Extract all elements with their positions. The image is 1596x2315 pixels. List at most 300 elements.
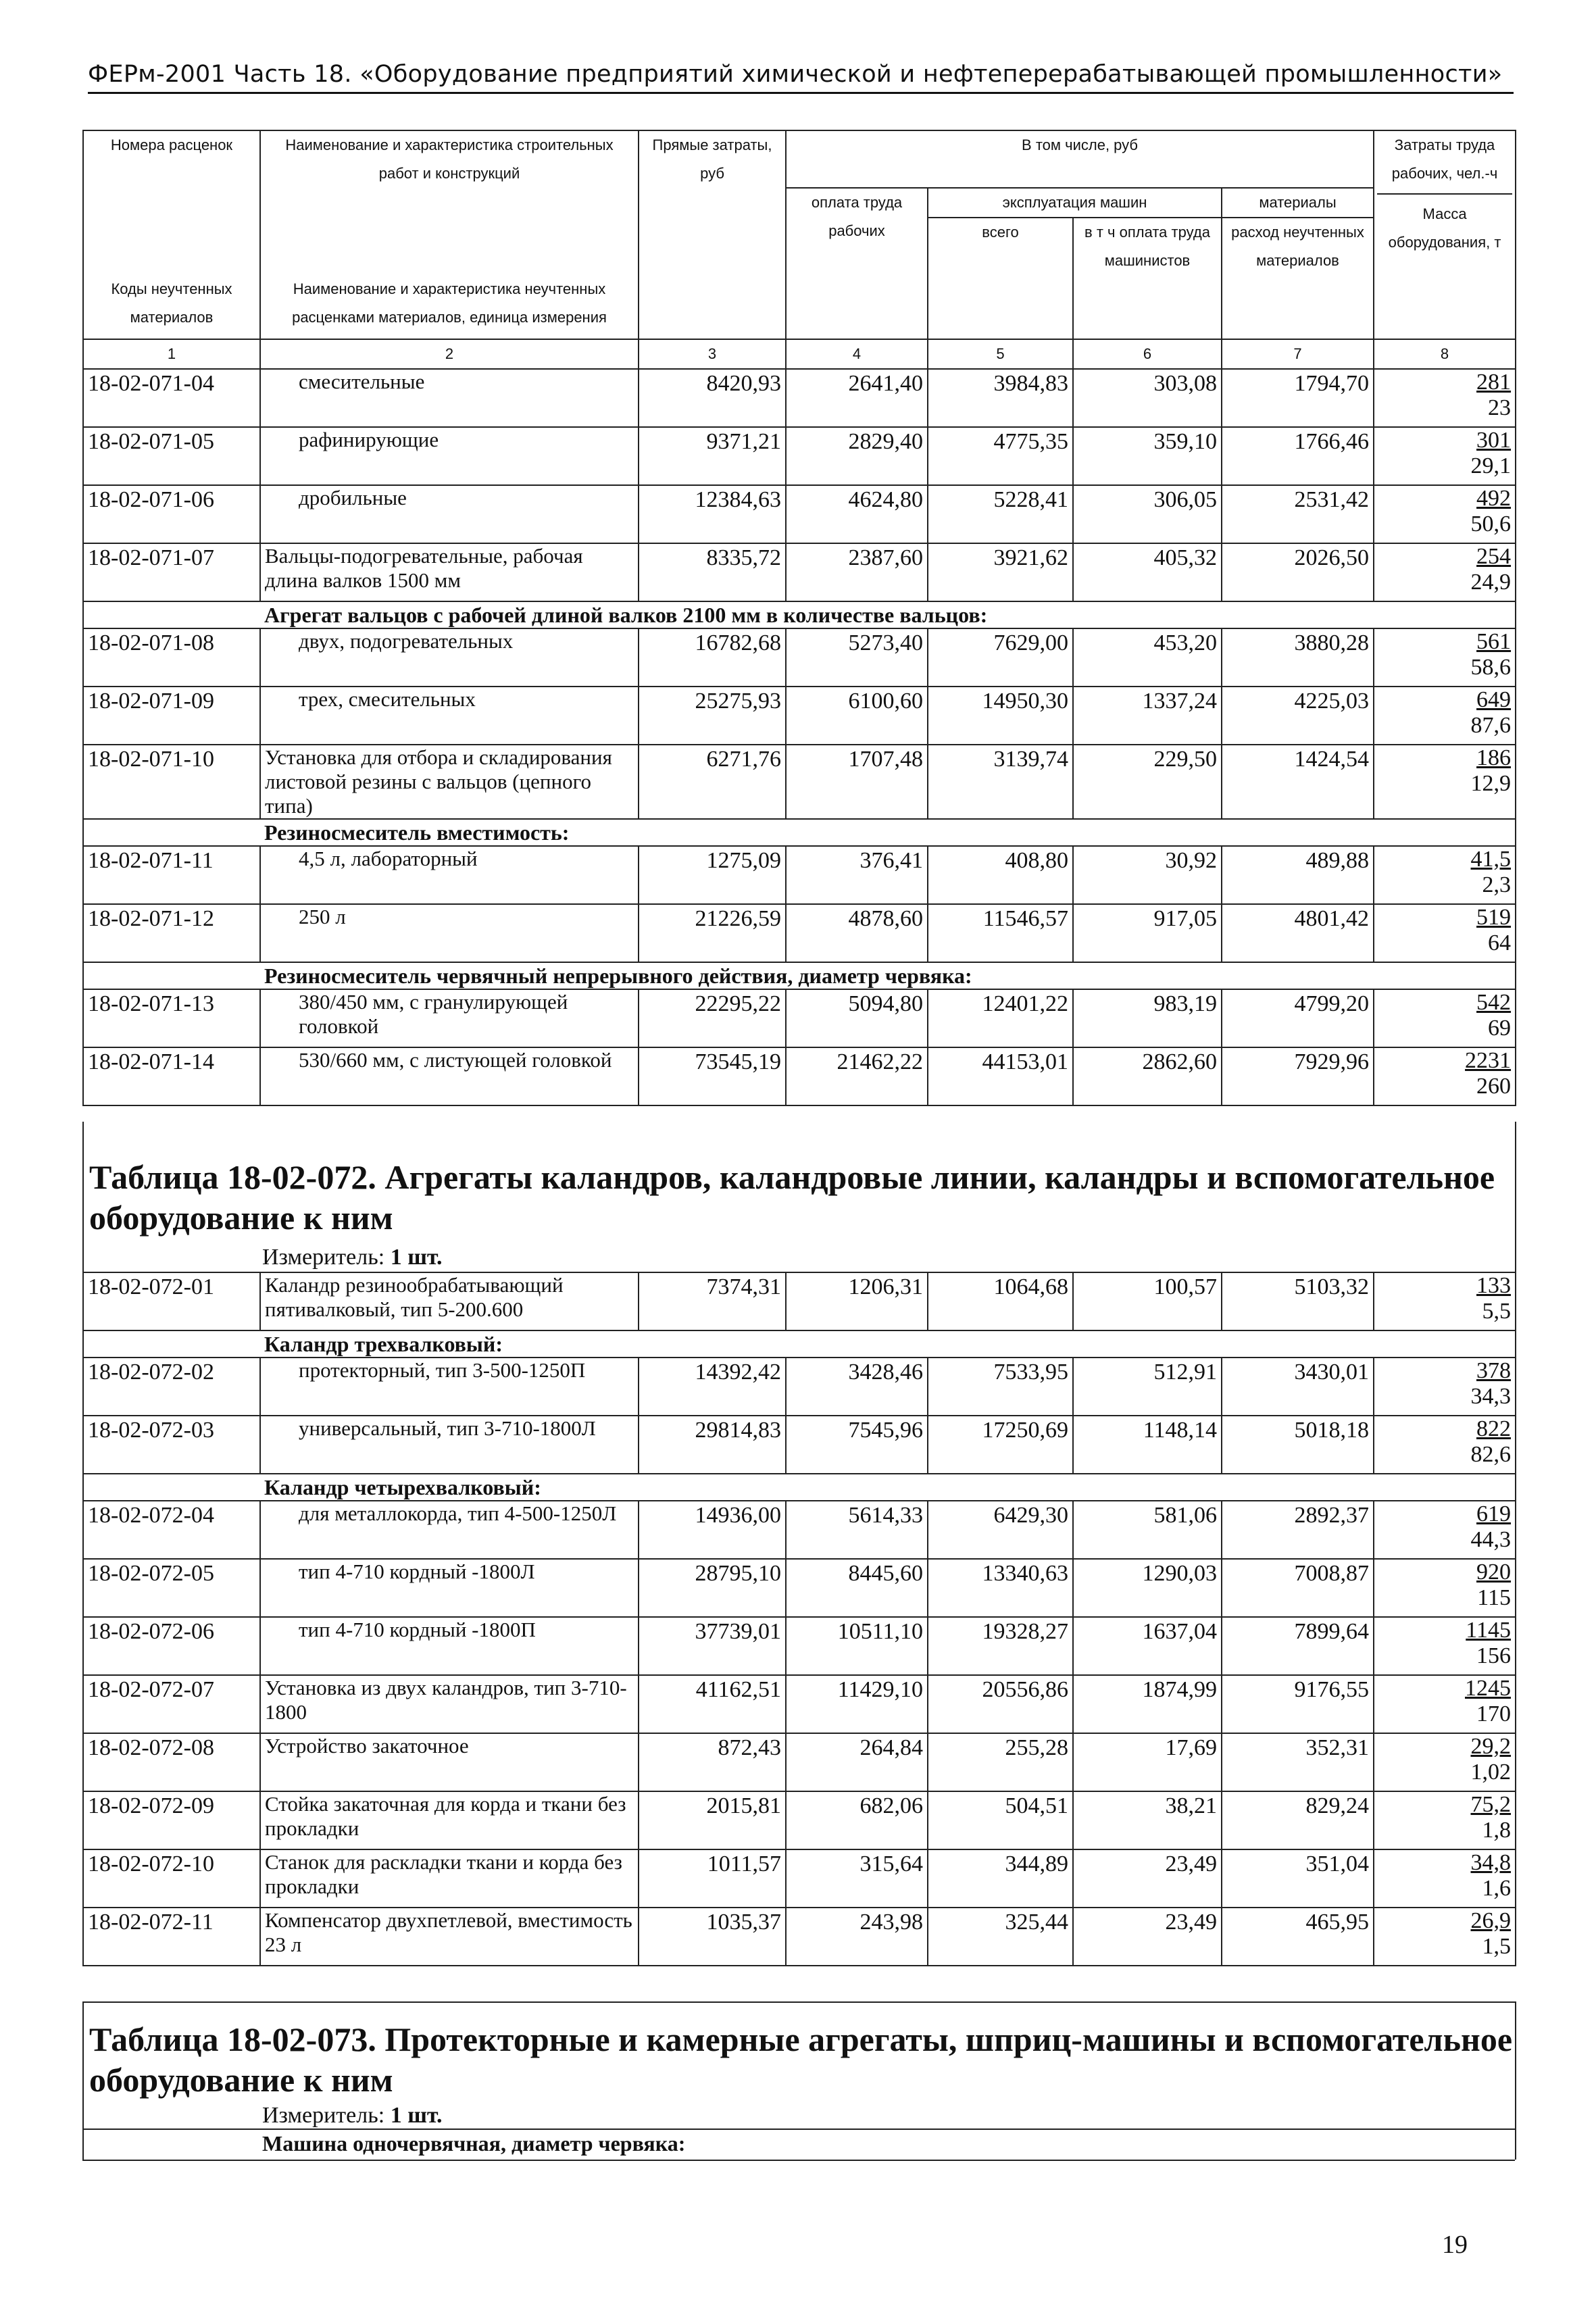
labor-value: 133: [1476, 1273, 1511, 1298]
subheading-row: [83, 819, 1516, 846]
direct-costs-cell: 872,43: [639, 1733, 786, 1791]
subheading: Резиносмеситель червячный непрерывного действия, диаметр червяка:: [260, 962, 1516, 989]
rate-code-cell: 18-02-072-01: [83, 1272, 260, 1330]
col-num: 2: [260, 339, 639, 369]
table-row: [83, 628, 1516, 687]
subheading: Каландр трехвалковый:: [260, 1330, 1516, 1358]
rate-code-cell: 18-02-072-07: [83, 1675, 260, 1733]
operators-pay-cell: 100,57: [1073, 1272, 1222, 1330]
operators-pay-cell: 1148,14: [1073, 1416, 1222, 1474]
col-direct-costs-header: Прямые затраты, руб: [639, 130, 786, 339]
header-blank-b: [260, 188, 639, 339]
col-including-header: В том числе, руб: [786, 130, 1374, 188]
col-num: 6: [1073, 339, 1222, 369]
table-row: [83, 1416, 1516, 1474]
operators-pay-cell: 581,06: [1073, 1501, 1222, 1559]
work-name-cell: трех, смесительных: [260, 687, 639, 745]
labor-value: 378: [1476, 1358, 1511, 1383]
table-row: [83, 1617, 1516, 1675]
rate-code-cell: 18-02-071-05: [83, 427, 260, 485]
worker-pay-cell: 5273,40: [786, 628, 928, 687]
col-rate-number-header: Номера расценок: [83, 130, 260, 188]
work-name-cell: Каландр резинообрабатывающий пятивалковый, тип 5-200.600: [260, 1272, 639, 1330]
work-name-cell: протекторный, тип 3-500-1250П: [260, 1358, 639, 1416]
work-name-cell: Установка для отбора и складирования листовой резины с вальцов (цепного типа): [260, 745, 639, 819]
subheading-blank: [83, 1330, 260, 1358]
materials-cell: 4801,42: [1222, 904, 1374, 962]
operators-pay-cell: 1290,03: [1073, 1559, 1222, 1617]
labor-value: 301: [1476, 428, 1512, 453]
worker-pay-cell: 3428,46: [786, 1358, 928, 1416]
work-name-cell: Стойка закаточная для корда и ткани без прокладки: [260, 1791, 639, 1849]
materials-cell: 2531,42: [1222, 485, 1374, 543]
materials-cell: 829,24: [1222, 1791, 1374, 1849]
work-name-cell: тип 4-710 кордный -1800П: [260, 1617, 639, 1675]
header-row-1: [83, 130, 1516, 188]
separator-line: [82, 2001, 1515, 2003]
labor-mass-cell: [1374, 1272, 1516, 1330]
labor-mass-cell: [1374, 687, 1516, 745]
direct-costs-cell: 14392,42: [639, 1358, 786, 1416]
mass-value: 1,6: [1482, 1876, 1511, 1901]
col-machines-header: эксплуатация машин: [928, 188, 1222, 218]
machines-total-cell: 20556,86: [928, 1675, 1073, 1733]
work-name-cell: Станок для раскладки ткани и корда без прокладки: [260, 1849, 639, 1908]
labor-mass-cell: [1374, 1559, 1516, 1617]
mass-value: 1,8: [1482, 1818, 1511, 1843]
operators-pay-cell: 303,08: [1073, 369, 1222, 427]
rate-code-cell: 18-02-071-12: [83, 904, 260, 962]
rate-code-cell: 18-02-071-08: [83, 628, 260, 687]
col-num: 1: [83, 339, 260, 369]
rate-code-cell: 18-02-071-09: [83, 687, 260, 745]
subheading: Каландр четырехвалковый:: [260, 1474, 1516, 1501]
mass-value: 82,6: [1470, 1442, 1511, 1467]
worker-pay-cell: 1206,31: [786, 1272, 928, 1330]
frame-line: [1515, 1122, 1516, 1272]
materials-cell: 2026,50: [1222, 543, 1374, 601]
worker-pay-cell: 5614,33: [786, 1501, 928, 1559]
direct-costs-cell: 6271,76: [639, 745, 786, 819]
mass-value: 24,9: [1470, 570, 1512, 595]
work-name-cell: смесительные: [260, 369, 639, 427]
table-row: [83, 687, 1516, 745]
labor-mass-cell: [1374, 989, 1516, 1047]
materials-cell: 352,31: [1222, 1733, 1374, 1791]
mass-value: 69: [1488, 1016, 1512, 1041]
work-name-cell: 380/450 мм, с гранулирующей головкой: [260, 989, 639, 1047]
subheading-row: [83, 601, 1516, 628]
work-name-cell: рафинирующие: [260, 427, 639, 485]
direct-costs-cell: 12384,63: [639, 485, 786, 543]
machines-total-cell: 44153,01: [928, 1047, 1073, 1105]
col-material-names-header: Наименование и характеристика неучтенных расценками материалов, единица измерения: [292, 280, 607, 326]
work-name-cell: 250 л: [260, 904, 639, 962]
work-name-cell: двух, подогревательных: [260, 628, 639, 687]
machines-total-cell: 6429,30: [928, 1501, 1073, 1559]
rates-table-071: [82, 130, 1516, 1106]
labor-value: 920: [1476, 1560, 1511, 1585]
work-name-cell: Вальцы-подогревательные, рабочая длина валков 1500 мм: [260, 543, 639, 601]
col-labor-label: Затраты труда рабочих, чел.-ч: [1377, 131, 1512, 195]
measure-value: 1 шт.: [390, 1245, 443, 1270]
col-num: 7: [1222, 339, 1374, 369]
operators-pay-cell: 359,10: [1073, 427, 1222, 485]
labor-mass-cell: [1374, 628, 1516, 687]
materials-cell: 465,95: [1222, 1908, 1374, 1966]
materials-cell: 351,04: [1222, 1849, 1374, 1908]
direct-costs-cell: 14936,00: [639, 1501, 786, 1559]
labor-mass-cell: [1374, 543, 1516, 601]
labor-value: 186: [1476, 745, 1512, 770]
materials-cell: 7929,96: [1222, 1047, 1374, 1105]
direct-costs-cell: 29814,83: [639, 1416, 786, 1474]
mass-value: 1,5: [1482, 1934, 1511, 1959]
mass-value: 58,6: [1470, 655, 1512, 680]
table-row: [83, 846, 1516, 904]
col-num: 3: [639, 339, 786, 369]
col-worker-pay-header: оплата труда рабочих: [786, 188, 928, 339]
table-body-072: [83, 1272, 1516, 1966]
machines-total-cell: 3921,62: [928, 543, 1073, 601]
mass-value: 170: [1476, 1701, 1511, 1726]
rate-code-cell: 18-02-071-10: [83, 745, 260, 819]
mass-value: 64: [1488, 930, 1512, 955]
worker-pay-cell: 315,64: [786, 1849, 928, 1908]
col-operators-pay-header: в т ч оплата труда машинистов: [1073, 218, 1222, 339]
table-073-title: Таблица 18-02-073. Протекторные и камерные агрегаты, шприц-машины и вспомогательное оборудование к ним: [89, 2020, 1513, 2099]
worker-pay-cell: 376,41: [786, 846, 928, 904]
machines-total-cell: 408,80: [928, 846, 1073, 904]
col-unaccounted-materials-header: расход неучтенных материалов: [1222, 218, 1374, 339]
page-header: ФЕРм-2001 Часть 18. «Оборудование предприятий химической и нефтеперерабатывающей промышленности»: [88, 61, 1514, 94]
materials-cell: 3430,01: [1222, 1358, 1374, 1416]
materials-cell: 3880,28: [1222, 628, 1374, 687]
operators-pay-cell: 1874,99: [1073, 1675, 1222, 1733]
labor-mass-cell: [1374, 1358, 1516, 1416]
machines-total-cell: 4775,35: [928, 427, 1073, 485]
table-row: [83, 1675, 1516, 1733]
rate-code-cell: 18-02-071-11: [83, 846, 260, 904]
rate-code-cell: 18-02-072-03: [83, 1416, 260, 1474]
worker-pay-cell: 10511,10: [786, 1617, 928, 1675]
subheading-blank: [83, 1474, 260, 1501]
col-labor-header: [1374, 130, 1516, 339]
machines-total-cell: 11546,57: [928, 904, 1073, 962]
table-row: [83, 543, 1516, 601]
machines-total-cell: 325,44: [928, 1908, 1073, 1966]
machines-total-cell: 7629,00: [928, 628, 1073, 687]
materials-cell: 489,88: [1222, 846, 1374, 904]
operators-pay-cell: 17,69: [1073, 1733, 1222, 1791]
table-body-071: [83, 369, 1516, 1105]
measure-value: 1 шт.: [390, 2103, 443, 2128]
col-work-name-header: Наименование и характеристика строительных работ и конструкций: [260, 130, 639, 188]
table-row: [83, 745, 1516, 819]
frame-line: [1515, 2001, 1516, 2160]
machines-total-cell: 255,28: [928, 1733, 1073, 1791]
machines-total-cell: 7533,95: [928, 1358, 1073, 1416]
materials-cell: 7899,64: [1222, 1617, 1374, 1675]
worker-pay-cell: 8445,60: [786, 1559, 928, 1617]
col-num: 5: [928, 339, 1073, 369]
labor-mass-cell: [1374, 846, 1516, 904]
rate-code-cell: 18-02-072-05: [83, 1559, 260, 1617]
direct-costs-cell: 2015,81: [639, 1791, 786, 1849]
mass-value: 34,3: [1470, 1384, 1511, 1409]
table-row: [83, 904, 1516, 962]
mass-value: 2,3: [1482, 872, 1512, 897]
col-mass-label: Масса оборудования, т: [1388, 205, 1501, 251]
worker-pay-cell: 264,84: [786, 1733, 928, 1791]
work-name-cell: Компенсатор двухпетлевой, вместимость 23 л: [260, 1908, 639, 1966]
mass-value: 5,5: [1482, 1299, 1511, 1324]
machines-total-cell: 3139,74: [928, 745, 1073, 819]
worker-pay-cell: 4624,80: [786, 485, 928, 543]
table-row: [83, 1849, 1516, 1908]
table-row: [83, 485, 1516, 543]
table-072-measure: [262, 1245, 443, 1270]
worker-pay-cell: 682,06: [786, 1791, 928, 1849]
machines-total-cell: 5228,41: [928, 485, 1073, 543]
labor-value: 649: [1476, 687, 1512, 712]
labor-mass-cell: [1374, 1675, 1516, 1733]
materials-cell: 5018,18: [1222, 1416, 1374, 1474]
worker-pay-cell: 11429,10: [786, 1675, 928, 1733]
materials-cell: 5103,32: [1222, 1272, 1374, 1330]
separator-line: [82, 2160, 1515, 2161]
work-name-cell: универсальный, тип 3-710-1800Л: [260, 1416, 639, 1474]
direct-costs-cell: 37739,01: [639, 1617, 786, 1675]
direct-costs-cell: 73545,19: [639, 1047, 786, 1105]
table-073-subheading: Машина одночервячная, диаметр червяка:: [262, 2131, 686, 2156]
rate-code-cell: 18-02-072-09: [83, 1791, 260, 1849]
rate-code-cell: 18-02-072-08: [83, 1733, 260, 1791]
page-number: 19: [1442, 2231, 1468, 2259]
table-row: [83, 1501, 1516, 1559]
operators-pay-cell: 512,91: [1073, 1358, 1222, 1416]
direct-costs-cell: 25275,93: [639, 687, 786, 745]
rates-table-072: [82, 1272, 1516, 1966]
table-row: [83, 1047, 1516, 1105]
labor-mass-cell: [1374, 1733, 1516, 1791]
worker-pay-cell: 2641,40: [786, 369, 928, 427]
labor-value: 492: [1476, 486, 1512, 511]
operators-pay-cell: 306,05: [1073, 485, 1222, 543]
table-row: [83, 1733, 1516, 1791]
work-name-cell: 4,5 л, лабораторный: [260, 846, 639, 904]
frame-line: [82, 1122, 84, 1272]
mass-value: 1,02: [1470, 1760, 1511, 1785]
materials-cell: 4799,20: [1222, 989, 1374, 1047]
subheading-row: [83, 1330, 1516, 1358]
labor-value: 41,5: [1470, 847, 1512, 872]
operators-pay-cell: 2862,60: [1073, 1047, 1222, 1105]
mass-value: 12,9: [1470, 771, 1512, 796]
subheading-row: [83, 1474, 1516, 1501]
materials-cell: 2892,37: [1222, 1501, 1374, 1559]
materials-cell: 1794,70: [1222, 369, 1374, 427]
labor-value: 561: [1476, 629, 1512, 654]
operators-pay-cell: 23,49: [1073, 1908, 1222, 1966]
work-name-cell: дробильные: [260, 485, 639, 543]
labor-mass-cell: [1374, 1849, 1516, 1908]
direct-costs-cell: 41162,51: [639, 1675, 786, 1733]
worker-pay-cell: 6100,60: [786, 687, 928, 745]
frame-line: [82, 2001, 84, 2160]
table-072-title: Таблица 18-02-072. Агрегаты каландров, каландровые линии, каландры и вспомогательное оборудование к ним: [89, 1158, 1495, 1237]
labor-mass-cell: [1374, 427, 1516, 485]
measure-label: Измеритель:: [262, 2103, 385, 2128]
direct-costs-cell: 1011,57: [639, 1849, 786, 1908]
direct-costs-cell: 9371,21: [639, 427, 786, 485]
direct-costs-cell: 22295,22: [639, 989, 786, 1047]
labor-value: 34,8: [1470, 1850, 1511, 1875]
rate-code-cell: 18-02-072-06: [83, 1617, 260, 1675]
labor-mass-cell: [1374, 1416, 1516, 1474]
direct-costs-cell: 28795,10: [639, 1559, 786, 1617]
rate-code-cell: 18-02-071-13: [83, 989, 260, 1047]
table-row: [83, 369, 1516, 427]
table-row: [83, 1272, 1516, 1330]
labor-mass-cell: [1374, 485, 1516, 543]
machines-total-cell: 504,51: [928, 1791, 1073, 1849]
labor-mass-cell: [1374, 1908, 1516, 1966]
work-name-cell: 530/660 мм, с листующей головкой: [260, 1047, 639, 1105]
subheading-row: [83, 962, 1516, 989]
labor-value: 822: [1476, 1416, 1511, 1441]
operators-pay-cell: 23,49: [1073, 1849, 1222, 1908]
mass-value: 260: [1476, 1074, 1512, 1099]
mass-value: 29,1: [1470, 453, 1512, 478]
machines-total-cell: 12401,22: [928, 989, 1073, 1047]
table-row: [83, 427, 1516, 485]
operators-pay-cell: 405,32: [1073, 543, 1222, 601]
table-row: [83, 1791, 1516, 1849]
labor-value: 1245: [1465, 1676, 1511, 1701]
labor-mass-cell: [1374, 1501, 1516, 1559]
operators-pay-cell: 30,92: [1073, 846, 1222, 904]
machines-total-cell: 19328,27: [928, 1617, 1073, 1675]
materials-cell: 1424,54: [1222, 745, 1374, 819]
operators-pay-cell: 1637,04: [1073, 1617, 1222, 1675]
machines-total-cell: 14950,30: [928, 687, 1073, 745]
direct-costs-cell: 8420,93: [639, 369, 786, 427]
operators-pay-cell: 38,21: [1073, 1791, 1222, 1849]
col-machines-total-header: всего: [928, 218, 1073, 339]
labor-mass-cell: [1374, 369, 1516, 427]
operators-pay-cell: 453,20: [1073, 628, 1222, 687]
labor-mass-cell: [1374, 1791, 1516, 1849]
direct-costs-cell: 21226,59: [639, 904, 786, 962]
column-number-row: [83, 339, 1516, 369]
worker-pay-cell: 1707,48: [786, 745, 928, 819]
worker-pay-cell: 21462,22: [786, 1047, 928, 1105]
operators-pay-cell: 917,05: [1073, 904, 1222, 962]
separator-line: [82, 2129, 1515, 2130]
table-row: [83, 1358, 1516, 1416]
work-name-cell: Установка из двух каландров, тип 3-710-1800: [260, 1675, 639, 1733]
mass-value: 23: [1488, 395, 1512, 420]
labor-value: 29,2: [1470, 1734, 1511, 1759]
direct-costs-cell: 1035,37: [639, 1908, 786, 1966]
labor-value: 281: [1476, 370, 1512, 395]
materials-cell: 1766,46: [1222, 427, 1374, 485]
worker-pay-cell: 5094,80: [786, 989, 928, 1047]
header-row-2: [83, 188, 1516, 218]
direct-costs-cell: 7374,31: [639, 1272, 786, 1330]
machines-total-cell: 13340,63: [928, 1559, 1073, 1617]
materials-cell: 7008,87: [1222, 1559, 1374, 1617]
direct-costs-cell: 8335,72: [639, 543, 786, 601]
worker-pay-cell: 243,98: [786, 1908, 928, 1966]
table-row: [83, 989, 1516, 1047]
labor-value: 254: [1476, 544, 1512, 569]
labor-mass-cell: [1374, 1617, 1516, 1675]
rate-code-cell: 18-02-071-04: [83, 369, 260, 427]
mass-value: 156: [1476, 1643, 1511, 1668]
work-name-cell: тип 4-710 кордный -1800Л: [260, 1559, 639, 1617]
labor-value: 542: [1476, 990, 1512, 1015]
mass-value: 44,3: [1470, 1527, 1511, 1552]
direct-costs-cell: 1275,09: [639, 846, 786, 904]
work-name-cell: Устройство закаточное: [260, 1733, 639, 1791]
subheading-blank: [83, 962, 260, 989]
mass-value: 115: [1477, 1585, 1511, 1610]
subheading: Агрегат вальцов с рабочей длиной валков 2100 мм в количестве вальцов:: [260, 601, 1516, 628]
worker-pay-cell: 4878,60: [786, 904, 928, 962]
labor-value: 1145: [1466, 1618, 1511, 1643]
rate-code-cell: 18-02-072-02: [83, 1358, 260, 1416]
machines-total-cell: 344,89: [928, 1849, 1073, 1908]
col-materials-header: материалы: [1222, 188, 1374, 218]
col-num: 4: [786, 339, 928, 369]
subheading-blank: [83, 819, 260, 846]
labor-value: 26,9: [1470, 1908, 1511, 1933]
work-name-cell: для металлокорда, тип 4-500-1250Л: [260, 1501, 639, 1559]
machines-total-cell: 17250,69: [928, 1416, 1073, 1474]
labor-value: 519: [1476, 905, 1512, 930]
operators-pay-cell: 1337,24: [1073, 687, 1222, 745]
rate-code-cell: 18-02-071-07: [83, 543, 260, 601]
mass-value: 50,6: [1470, 512, 1512, 537]
rate-code-cell: 18-02-071-06: [83, 485, 260, 543]
subheading: Резиносмеситель вместимость:: [260, 819, 1516, 846]
measure-label: Измеритель:: [262, 1245, 385, 1270]
machines-total-cell: 3984,83: [928, 369, 1073, 427]
labor-value: 75,2: [1470, 1792, 1511, 1817]
operators-pay-cell: 983,19: [1073, 989, 1222, 1047]
col-num: 8: [1374, 339, 1516, 369]
operators-pay-cell: 229,50: [1073, 745, 1222, 819]
table-073-measure: [262, 2103, 443, 2129]
mass-value: 87,6: [1470, 713, 1512, 738]
direct-costs-cell: 16782,68: [639, 628, 786, 687]
rate-code-cell: 18-02-072-04: [83, 1501, 260, 1559]
labor-mass-cell: [1374, 1047, 1516, 1105]
labor-mass-cell: [1374, 745, 1516, 819]
col-material-codes-header: Коды неучтенных материалов: [111, 280, 232, 326]
materials-cell: 4225,03: [1222, 687, 1374, 745]
materials-cell: 9176,55: [1222, 1675, 1374, 1733]
subheading-blank: [83, 601, 260, 628]
table-row: [83, 1908, 1516, 1966]
machines-total-cell: 1064,68: [928, 1272, 1073, 1330]
worker-pay-cell: 2387,60: [786, 543, 928, 601]
worker-pay-cell: 7545,96: [786, 1416, 928, 1474]
rate-code-cell: 18-02-072-11: [83, 1908, 260, 1966]
rate-code-cell: 18-02-071-14: [83, 1047, 260, 1105]
